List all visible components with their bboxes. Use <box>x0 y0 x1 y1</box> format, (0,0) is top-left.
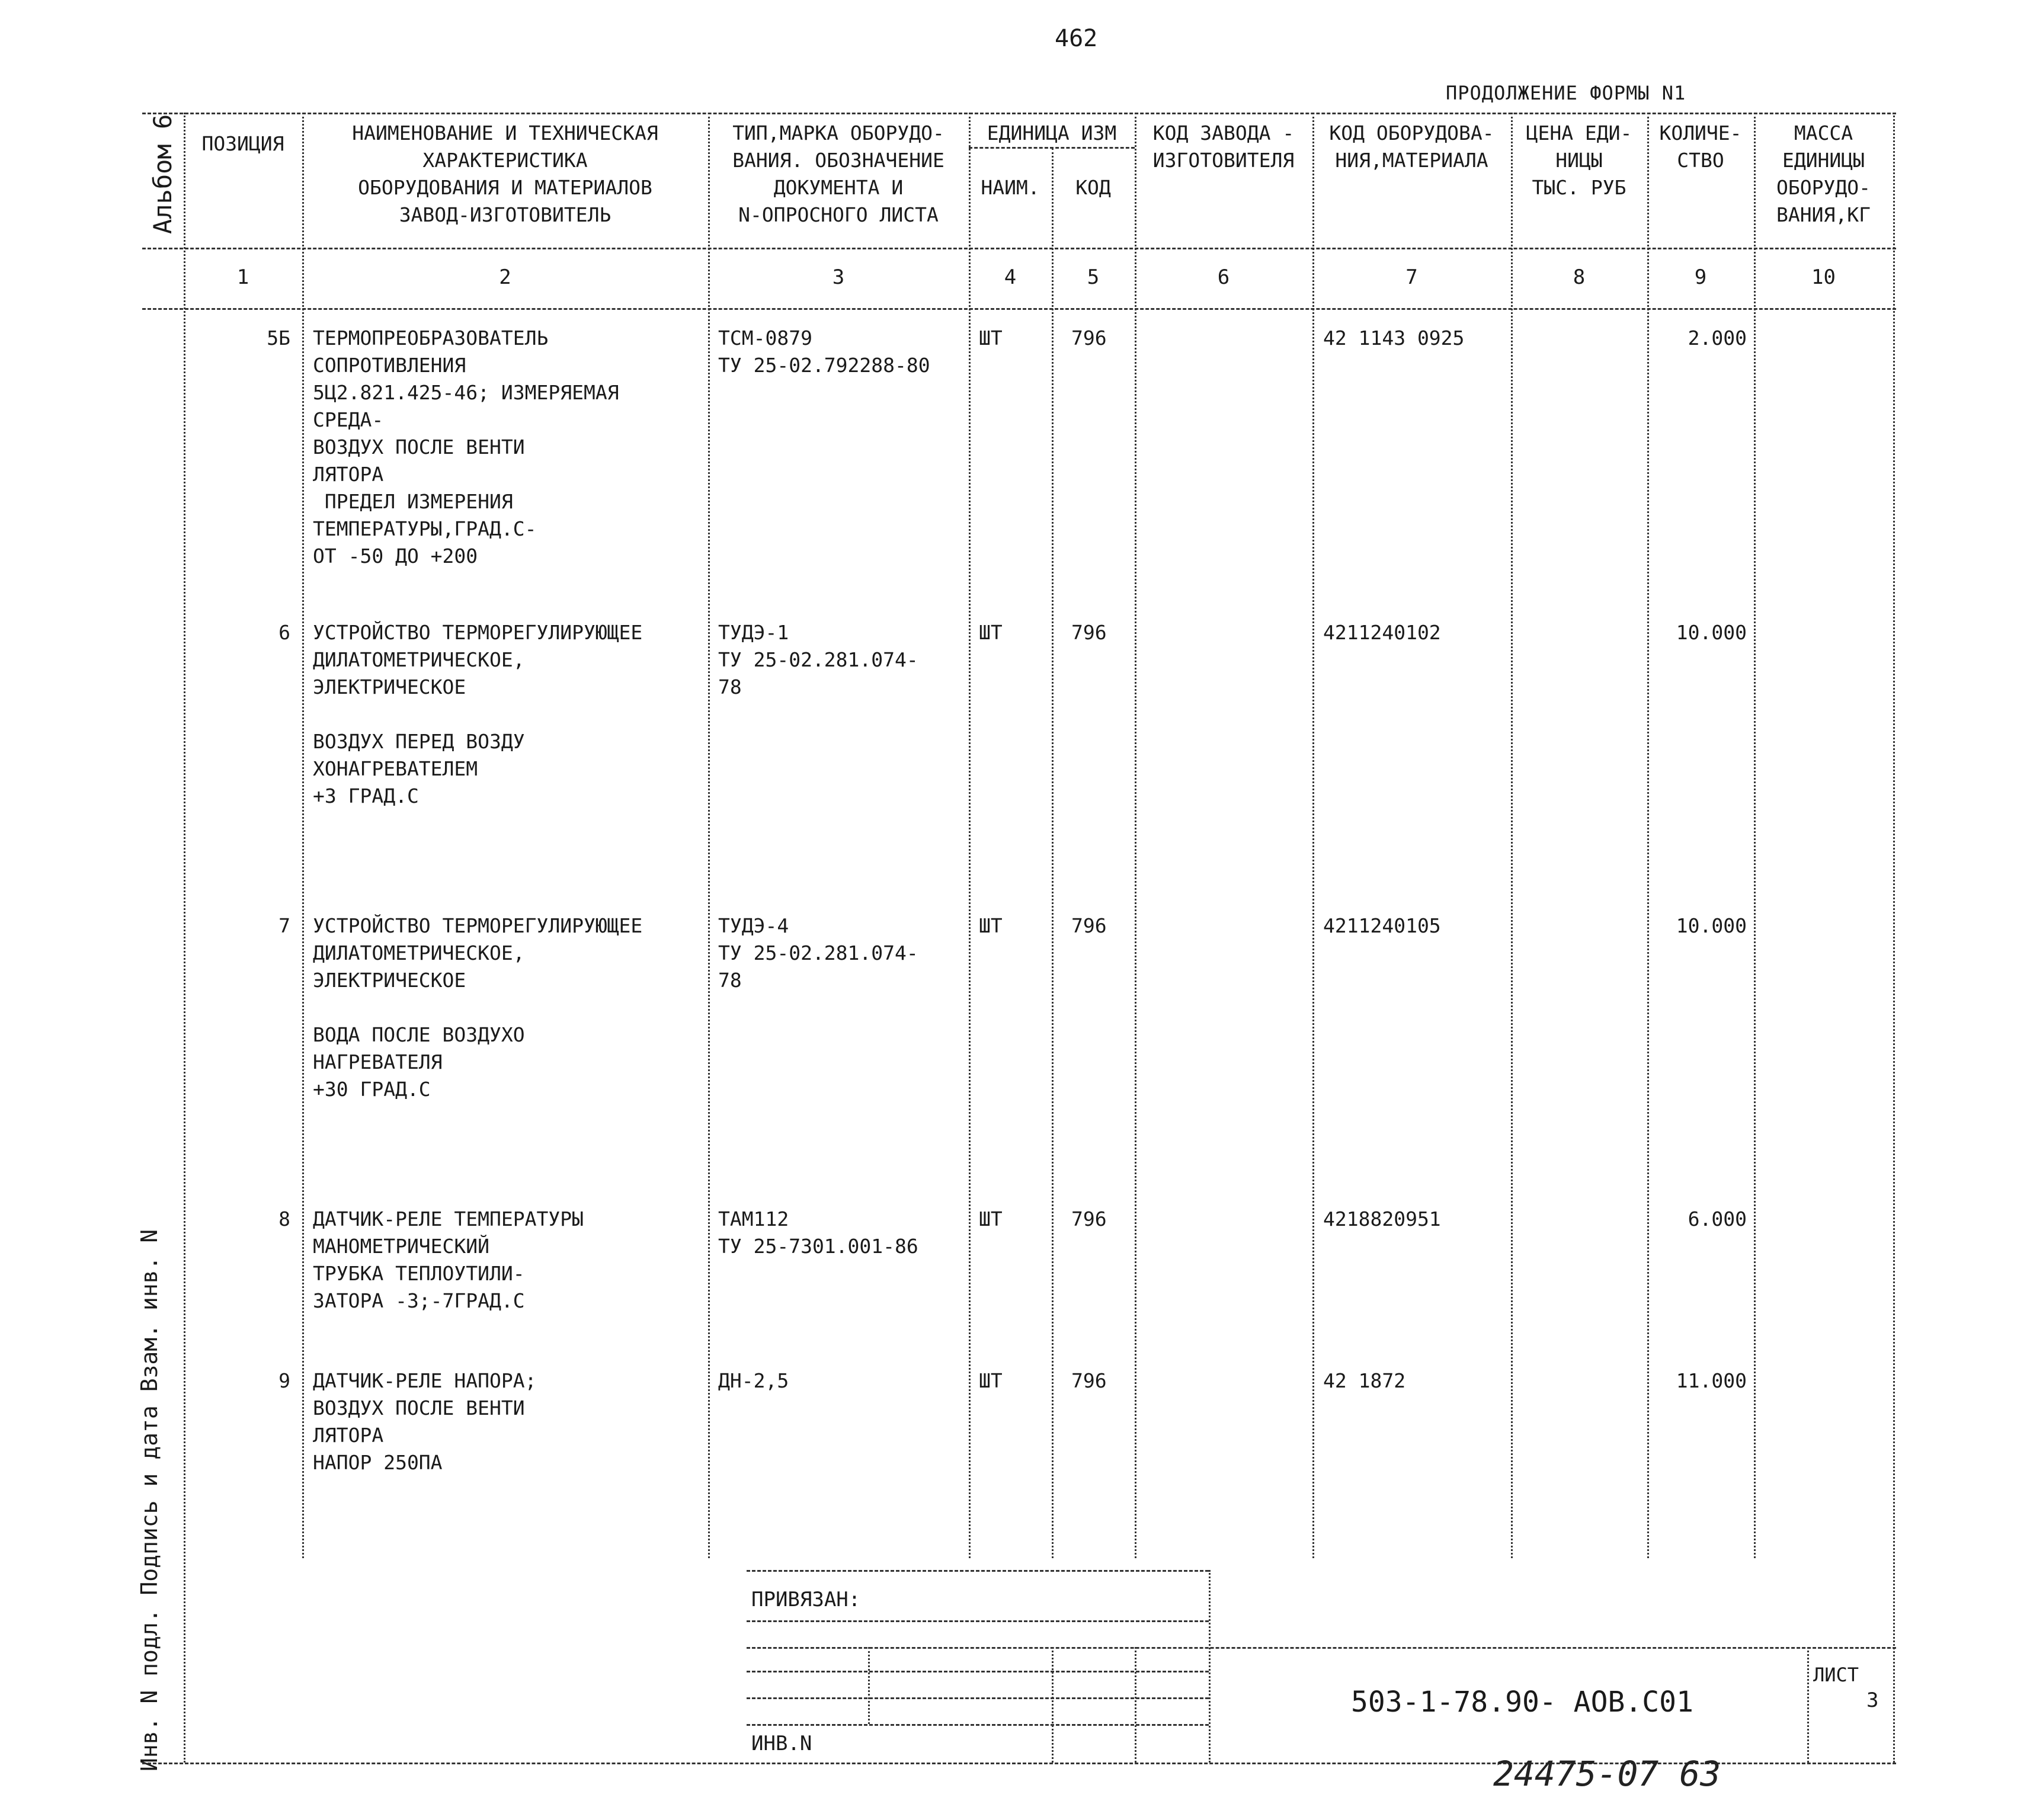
col-sep <box>1754 113 1756 1558</box>
header-name: НАИМЕНОВАНИЕ И ТЕХНИЧЕСКАЯ ХАРАКТЕРИСТИКА ОБОРУДОВАНИЯ И МАТЕРИАЛОВ ЗАВОД-ИЗГОТОВИТЕЛЬ <box>352 121 658 226</box>
row-name: ТЕРМОПРЕОБРАЗОВАТЕЛЬ СОПРОТИВЛЕНИЯ 5Ц2.821.425-46; ИЗМЕРЯЕМАЯ СРЕДА- ВОЗДУХ ПОСЛЕ ВЕНТИ ЛЯТОРА ПРЕДЕЛ ИЗМЕРЕНИЯ ТЕМПЕРАТУРЫ,ГРАД.С- ОТ -50 ДО +200 <box>313 326 619 568</box>
page-number: 462 <box>1055 25 1098 52</box>
row-name: ДАТЧИК-РЕЛЕ НАПОРА; ВОЗДУХ ПОСЛЕ ВЕНТИ ЛЯТОРА НАПОР 250ПА <box>313 1369 537 1474</box>
header-position: ПОЗИЦИЯ <box>201 132 284 155</box>
row-quantity: 10.000 <box>1676 914 1747 937</box>
sheet-number: 3 <box>1866 1688 1879 1712</box>
stamp-sep <box>868 1647 870 1724</box>
stamp-rule <box>747 1724 1209 1726</box>
row-unit-code: 796 <box>1071 621 1107 644</box>
table-top-rule <box>142 113 1896 114</box>
col-sep <box>1893 113 1895 1763</box>
header-unit-code: КОД <box>1075 176 1111 199</box>
column-number: 6 <box>1217 265 1230 289</box>
row-quantity: 11.000 <box>1676 1369 1747 1392</box>
row-type: ТСМ-0879 ТУ 25-02.792288-80 <box>718 326 930 377</box>
linked-label: ПРИВЯЗАН: <box>751 1588 861 1611</box>
side-stamp: Инв. N подл. Подпись и дата Взам. инв. N <box>136 1229 162 1771</box>
album-label: Альбом 6 <box>148 114 177 234</box>
row-name: УСТРОЙСТВО ТЕРМОРЕГУЛИРУЮЩЕЕ ДИЛАТОМЕТРИЧЕСКОЕ, ЭЛЕКТРИЧЕСКОЕ ВОДА ПОСЛЕ ВОЗДУХО НАГРЕВАТЕЛЯ +30 ГРАД.С <box>313 914 643 1101</box>
stamp-sep <box>1135 1647 1136 1763</box>
inv-label: ИНВ.N <box>751 1732 812 1755</box>
row-name: ДАТЧИК-РЕЛЕ ТЕМПЕРАТУРЫ МАНОМЕТРИЧЕСКИЙ ТРУБКА ТЕПЛОУТИЛИ- ЗАТОРА -3;-7ГРАД.С <box>313 1207 584 1312</box>
stamp-rule <box>747 1647 1896 1649</box>
row-unit-code: 796 <box>1071 326 1107 350</box>
row-unit-code: 796 <box>1071 914 1107 937</box>
unit-group-rule <box>969 147 1135 149</box>
row-position: 8 <box>278 1207 290 1231</box>
col-sep <box>1511 113 1513 1558</box>
row-quantity: 2.000 <box>1688 326 1747 350</box>
equipment-table <box>142 113 1896 1765</box>
row-position: 6 <box>278 621 290 644</box>
header-unit-name: НАИМ. <box>981 176 1040 199</box>
row-equipment-code: 42 1872 <box>1323 1369 1406 1392</box>
column-number: 10 <box>1811 265 1836 289</box>
header-factory-code: КОД ЗАВОДА - ИЗГОТОВИТЕЛЯ <box>1152 121 1295 172</box>
header-mass: МАССА ЕДИНИЦЫ ОБОРУДО- ВАНИЯ,КГ <box>1776 121 1871 226</box>
row-position: 7 <box>278 914 290 937</box>
column-number: 1 <box>236 265 249 289</box>
continuation-title: ПРОДОЛЖЕНИЕ ФОРМЫ N1 <box>1446 82 1686 104</box>
stamp-rule <box>747 1620 1209 1622</box>
stamp-rule <box>747 1671 1209 1672</box>
stamp-rule <box>747 1697 1209 1699</box>
col-sep <box>302 113 304 1558</box>
col-sep <box>1312 113 1314 1558</box>
row-type: ТУДЭ-4 ТУ 25-02.281.074- 78 <box>718 914 918 992</box>
column-number: 7 <box>1405 265 1418 289</box>
col-sep <box>969 113 971 1558</box>
row-quantity: 10.000 <box>1676 621 1747 644</box>
stamp-sep <box>1052 1647 1054 1763</box>
column-number: 9 <box>1694 265 1707 289</box>
sheet-label: ЛИСТ <box>1813 1664 1859 1686</box>
row-position: 9 <box>278 1369 290 1392</box>
column-number: 8 <box>1573 265 1586 289</box>
column-number: 5 <box>1087 265 1100 289</box>
row-unit: ШТ <box>979 1369 1003 1392</box>
row-unit: ШТ <box>979 621 1003 644</box>
row-unit: ШТ <box>979 1207 1003 1231</box>
stamp-rule <box>747 1570 1209 1572</box>
column-number: 2 <box>499 265 511 289</box>
row-equipment-code: 4211240105 <box>1323 914 1441 937</box>
col-sep <box>708 113 710 1558</box>
header-unit-group: ЕДИНИЦА ИЗМ <box>987 121 1117 145</box>
row-equipment-code: 4211240102 <box>1323 621 1441 644</box>
stamp-sep <box>1807 1647 1809 1763</box>
row-position: 5Б <box>267 326 290 350</box>
handwritten-note: 24475-07 63 <box>1493 1754 1721 1794</box>
row-unit: ШТ <box>979 914 1003 937</box>
column-number: 4 <box>1004 265 1017 289</box>
header-type: ТИП,МАРКА ОБОРУДО- ВАНИЯ. ОБОЗНАЧЕНИЕ ДОКУМЕНТА И N-ОПРОСНОГО ЛИСТА <box>732 121 944 226</box>
column-numbers-rule <box>142 308 1896 310</box>
document-code: 503-1-78.90- АОВ.С01 <box>1351 1686 1693 1719</box>
header-bottom-rule <box>142 248 1896 249</box>
row-quantity: 6.000 <box>1688 1207 1747 1231</box>
row-unit: ШТ <box>979 326 1003 350</box>
header-price: ЦЕНА ЕДИ- НИЦЫ ТЫС. РУБ <box>1526 121 1632 199</box>
row-equipment-code: 4218820951 <box>1323 1207 1441 1231</box>
row-type: ДН-2,5 <box>718 1369 789 1392</box>
header-equipment-code: КОД ОБОРУДОВА- НИЯ,МАТЕРИАЛА <box>1329 121 1494 172</box>
col-sep <box>1135 113 1136 1558</box>
row-equipment-code: 42 1143 0925 <box>1323 326 1465 350</box>
row-type: ТУДЭ-1 ТУ 25-02.281.074- 78 <box>718 621 918 698</box>
col-sep <box>1052 148 1054 1558</box>
column-number: 3 <box>832 265 845 289</box>
header-quantity: КОЛИЧЕ- СТВО <box>1659 121 1742 172</box>
row-name: УСТРОЙСТВО ТЕРМОРЕГУЛИРУЮЩЕЕ ДИЛАТОМЕТРИЧЕСКОЕ, ЭЛЕКТРИЧЕСКОЕ ВОЗДУХ ПЕРЕД ВОЗДУ ХОНАГРЕВАТЕЛЕМ +3 ГРАД.С <box>313 621 643 808</box>
stamp-sep <box>1209 1570 1211 1763</box>
row-type: ТАМ112 ТУ 25-7301.001-86 <box>718 1207 918 1258</box>
row-unit-code: 796 <box>1071 1207 1107 1231</box>
row-unit-code: 796 <box>1071 1369 1107 1392</box>
